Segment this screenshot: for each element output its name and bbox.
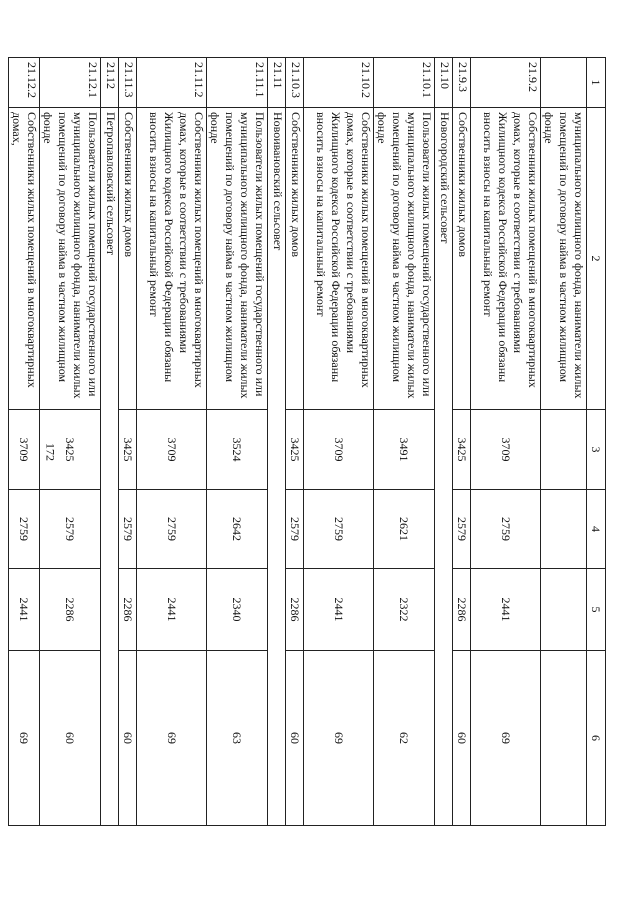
header-cell: 3 [587,410,606,490]
row-number: 21.12.1 [40,58,101,108]
header-cell: 4 [587,490,606,569]
table-row [137,58,207,826]
header-cell: 2 [587,108,606,410]
header-row [587,58,606,826]
row-number: 21.10.2 [304,58,374,108]
value-cell-c6: 69 [471,651,541,826]
row-number: 21.11.3 [119,58,137,108]
row-number: 21.12 [101,58,119,108]
value-cell-c6: 69 [9,651,40,826]
table-body [9,58,606,826]
table-row [453,58,471,826]
table-row [304,58,374,826]
category-description: Собственники жилых домов [119,108,137,410]
category-description: Пользователи жилых помещений государственного или муниципального жилищного фонда, наниматели жилых помещений по договору найма в частном жилищном фонде [207,108,268,410]
category-description: Собственники жилых домов [286,108,304,410]
section-heading: Петропавловский сельсовет [101,108,119,826]
table-row [40,58,101,826]
value-cell-c5 [541,569,587,651]
value-cell-c3: 3425 [119,410,137,490]
value-cell-c4: 2642 [207,490,268,569]
value-cell-c4: 2621 [374,490,435,569]
value-cell-c3: 3425 [40,410,101,490]
value-cell-c4: 2579 [453,490,471,569]
row-number: 21.9.2 [471,58,541,108]
value-cell-c3: 3709 [471,410,541,490]
value-cell-c4: 2579 [119,490,137,569]
row-number: 21.10.1 [374,58,435,108]
category-description: Собственники жилых домов [453,108,471,410]
value-cell-c3: 3425 [286,410,304,490]
section-heading: Новоивановский сельсовет [268,108,286,826]
value-cell-c6: 60 [119,651,137,826]
category-description: муниципального жилищного фонда, наниматели жилых помещений по договору найма в частном жилищном фонде [541,108,587,410]
header-cell: 6 [587,651,606,826]
value-cell-c3: 3709 [304,410,374,490]
value-cell-c5: 2286 [453,569,471,651]
row-number [541,58,587,108]
row-number: 21.11 [268,58,286,108]
row-number: 21.9.3 [453,58,471,108]
table-row [435,58,453,826]
category-description: Собственники жилых помещений в многоквартирных домах, которые в соответствии с требованиями Жилищного кодекса Российской Федерации обязаны вносить взносы на капитальный ремонт [137,108,207,410]
value-cell-c5: 2286 [286,569,304,651]
table-row [471,58,541,826]
value-cell-c4: 2759 [471,490,541,569]
value-cell-c5: 2286 [119,569,137,651]
row-number: 21.11.2 [137,58,207,108]
value-cell-c6: 62 [374,651,435,826]
value-cell-c5: 2441 [471,569,541,651]
value-cell-c4 [541,490,587,569]
table-row [101,58,119,826]
tariff-table [8,57,606,826]
value-cell-c6: 63 [207,651,268,826]
row-number: 21.10.3 [286,58,304,108]
value-cell-c5: 2441 [304,569,374,651]
header-cell: 1 [587,58,606,108]
value-cell-c4: 2759 [9,490,40,569]
row-number: 21.11.1 [207,58,268,108]
value-cell-c5: 2441 [9,569,40,651]
table-row [9,58,40,826]
table-row [207,58,268,826]
value-cell-c3 [541,410,587,490]
table-row [268,58,286,826]
value-cell-c6: 60 [286,651,304,826]
section-heading: Новогородский сельсовет [435,108,453,826]
row-number: 21.12.2 [9,58,40,108]
category-description: Собственники жилых помещений в многоквартирных домах, которые в соответствии с требованиями Жилищного кодекса Российской Федерации обязаны вносить взносы на капитальный ремонт [304,108,374,410]
value-cell-c4: 2579 [40,490,101,569]
table-row [286,58,304,826]
table-row [541,58,587,826]
value-cell-c4: 2759 [304,490,374,569]
value-cell-c6: 60 [453,651,471,826]
value-cell-c3: 3709 [9,410,40,490]
value-cell-c3: 3709 [137,410,207,490]
row-number: 21.10 [435,58,453,108]
value-cell-c4: 2579 [286,490,304,569]
category-description: Собственники жилых помещений в многоквартирных домах, [9,108,40,410]
value-cell-c3: 3425 [453,410,471,490]
value-cell-c5: 2286 [40,569,101,651]
table-row [119,58,137,826]
header-cell: 5 [587,569,606,651]
value-cell-c6: 60 [40,651,101,826]
category-description: Собственники жилых помещений в многоквартирных домах, которые в соответствии с требованиями Жилищного кодекса Российской Федерации обязаны вносить взносы на капитальный ремонт [471,108,541,410]
value-cell-c6 [541,651,587,826]
value-cell-c3: 3524 [207,410,268,490]
value-cell-c6: 69 [137,651,207,826]
value-cell-c6: 69 [304,651,374,826]
value-cell-c5: 2441 [137,569,207,651]
value-cell-c5: 2322 [374,569,435,651]
value-cell-c4: 2759 [137,490,207,569]
value-cell-c3: 3491 [374,410,435,490]
category-description: Пользователи жилых помещений государственного или муниципального жилищного фонда, наниматели жилых помещений по договору найма в частном жилищном фонде [40,108,101,410]
value-cell-c5: 2340 [207,569,268,651]
page-number: 172 [43,443,58,461]
category-description: Пользователи жилых помещений государственного или муниципального жилищного фонда, наниматели жилых помещений по договору найма в частном жилищном фонде [374,108,435,410]
table-row [374,58,435,826]
